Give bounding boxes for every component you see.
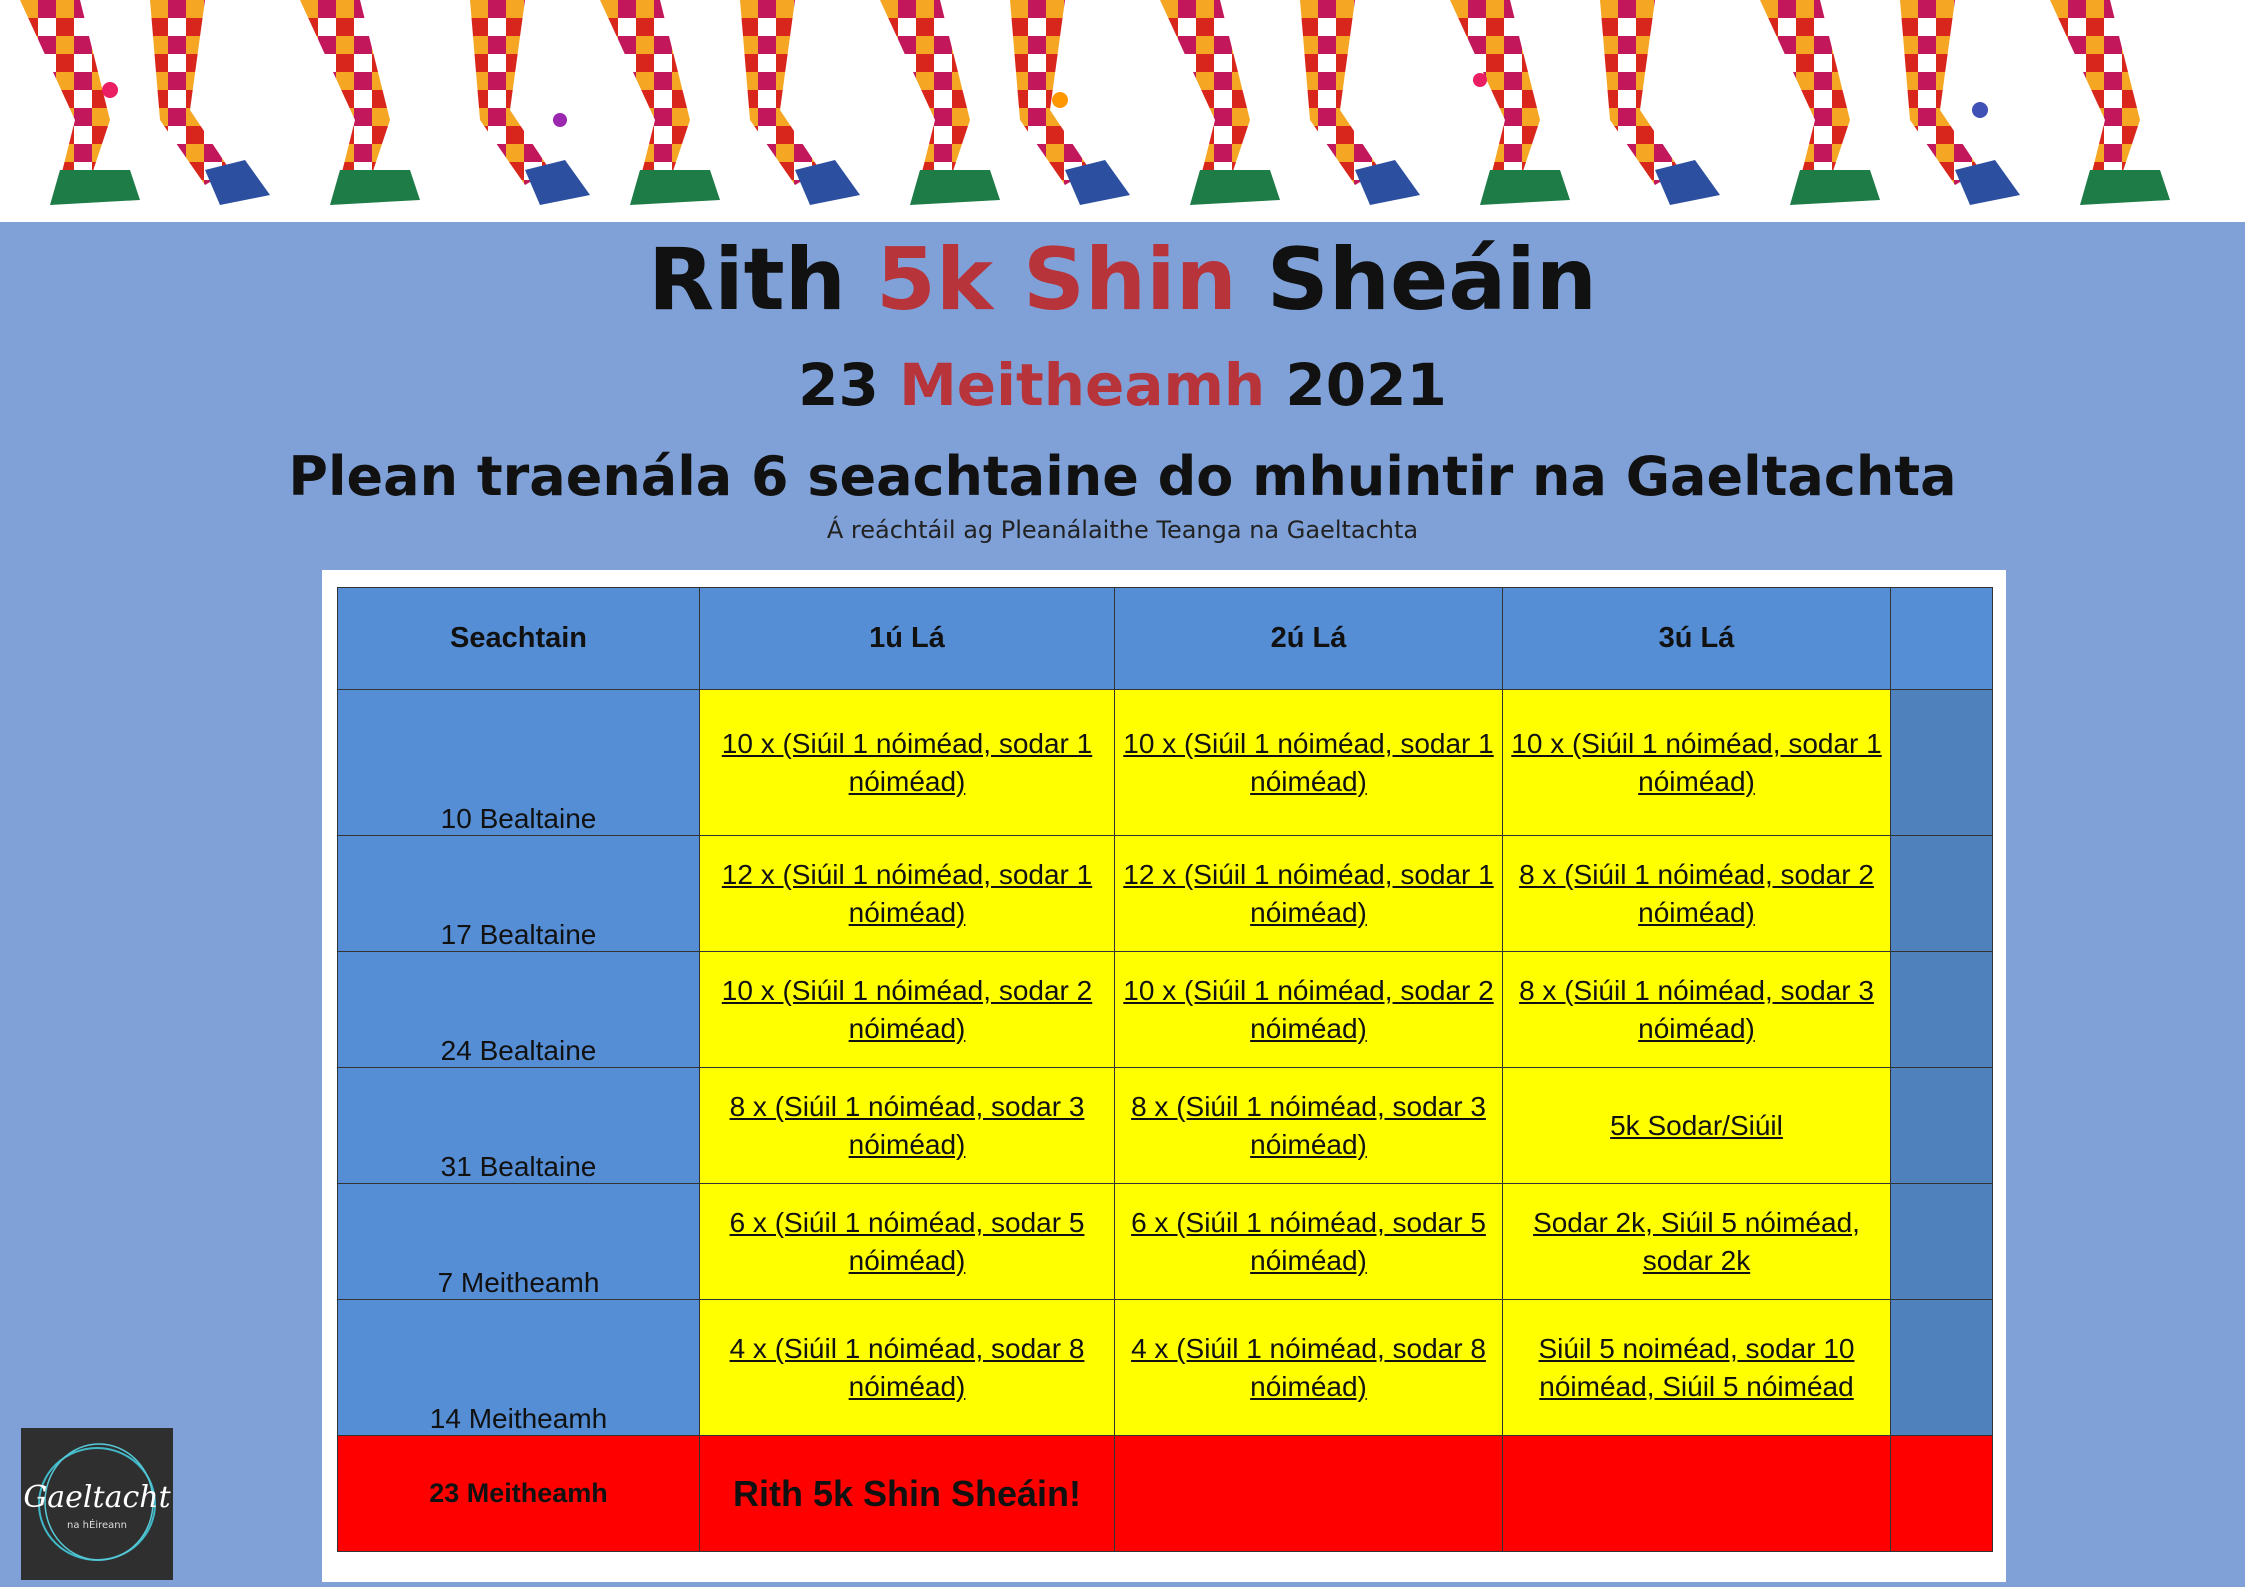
day3-cell: Siúil 5 noiméad, sodar 10 nóiméad, Siúil 5 nóiméad bbox=[1503, 1300, 1891, 1436]
race-day-row bbox=[338, 1436, 1993, 1552]
header-day1: 1ú Lá bbox=[700, 588, 1115, 690]
week-cell: 31 Bealtaine bbox=[338, 1068, 700, 1184]
week-cell: 7 Meitheamh bbox=[338, 1184, 700, 1300]
day2-cell: 6 x (Siúil 1 nóiméad, sodar 5 nóiméad) bbox=[1115, 1184, 1503, 1300]
table-row bbox=[338, 952, 1993, 1068]
date-year: 2021 bbox=[1285, 351, 1447, 419]
title-part-5k: 5k Shin bbox=[875, 230, 1237, 330]
day1-cell: 10 x (Siúil 1 nóiméad, sodar 2 nóiméad) bbox=[700, 952, 1115, 1068]
schedule-card bbox=[322, 570, 2006, 1582]
day2-cell: 12 x (Siúil 1 nóiméad, sodar 1 nóiméad) bbox=[1115, 836, 1503, 952]
race-empty-cell bbox=[1891, 1436, 1993, 1552]
day1-cell: 10 x (Siúil 1 nóiméad, sodar 1 nóiméad) bbox=[700, 690, 1115, 836]
running-legs-illustration bbox=[0, 0, 2245, 222]
date-month: Meitheamh bbox=[899, 351, 1266, 419]
extra-cell bbox=[1891, 952, 1993, 1068]
day1-cell: 6 x (Siúil 1 nóiméad, sodar 5 nóiméad) bbox=[700, 1184, 1115, 1300]
header-week: Seachtain bbox=[338, 588, 700, 690]
day3-cell: 10 x (Siúil 1 nóiméad, sodar 1 nóiméad) bbox=[1503, 690, 1891, 836]
extra-cell bbox=[1891, 1300, 1993, 1436]
day3-cell: 5k Sodar/Siúil bbox=[1503, 1068, 1891, 1184]
race-label-cell: Rith 5k Shin Sheáin! bbox=[700, 1436, 1115, 1552]
extra-cell bbox=[1891, 1068, 1993, 1184]
week-cell: 10 Bealtaine bbox=[338, 690, 700, 836]
table-header-row bbox=[338, 588, 1993, 690]
race-empty-cell bbox=[1503, 1436, 1891, 1552]
day2-cell: 8 x (Siúil 1 nóiméad, sodar 3 nóiméad) bbox=[1115, 1068, 1503, 1184]
title-part-rith: Rith bbox=[647, 230, 847, 330]
organizer-text: Á reáchtáil ag Pleanálaithe Teanga na Gaeltachta bbox=[826, 516, 1419, 544]
table-row bbox=[338, 1300, 1993, 1436]
week-cell: 17 Bealtaine bbox=[338, 836, 700, 952]
gaeltacht-logo bbox=[21, 1428, 173, 1580]
header-day3: 3ú Lá bbox=[1503, 588, 1891, 690]
extra-cell bbox=[1891, 1184, 1993, 1300]
header-extra bbox=[1891, 588, 1993, 690]
day2-cell: 10 x (Siúil 1 nóiméad, sodar 2 nóiméad) bbox=[1115, 952, 1503, 1068]
plan-title: Plean traenála 6 seachtaine do mhuintir na Gaeltachta bbox=[288, 445, 1957, 508]
race-week-cell: 23 Meitheamh bbox=[338, 1436, 700, 1552]
training-schedule-table bbox=[337, 587, 1993, 1552]
day2-cell: 10 x (Siúil 1 nóiméad, sodar 1 nóiméad) bbox=[1115, 690, 1503, 836]
table-row bbox=[338, 1184, 1993, 1300]
table-row bbox=[338, 1068, 1993, 1184]
race-empty-cell bbox=[1115, 1436, 1503, 1552]
page-title bbox=[0, 225, 2245, 335]
logo-subtitle: na hÉireann bbox=[67, 1520, 127, 1531]
extra-cell bbox=[1891, 690, 1993, 836]
extra-cell bbox=[1891, 836, 1993, 952]
day3-cell: Sodar 2k, Siúil 5 nóiméad, sodar 2k bbox=[1503, 1184, 1891, 1300]
event-date bbox=[0, 350, 2245, 420]
day3-cell: 8 x (Siúil 1 nóiméad, sodar 3 nóiméad) bbox=[1503, 952, 1891, 1068]
day2-cell: 4 x (Siúil 1 nóiméad, sodar 8 nóiméad) bbox=[1115, 1300, 1503, 1436]
day1-cell: 8 x (Siúil 1 nóiméad, sodar 3 nóiméad) bbox=[700, 1068, 1115, 1184]
table-row bbox=[338, 690, 1993, 836]
date-day: 23 bbox=[798, 351, 879, 419]
header-banner bbox=[0, 0, 2245, 222]
week-cell: 14 Meitheamh bbox=[338, 1300, 700, 1436]
day3-cell: 8 x (Siúil 1 nóiméad, sodar 2 nóiméad) bbox=[1503, 836, 1891, 952]
week-cell: 24 Bealtaine bbox=[338, 952, 700, 1068]
day1-cell: 12 x (Siúil 1 nóiméad, sodar 1 nóiméad) bbox=[700, 836, 1115, 952]
header-day2: 2ú Lá bbox=[1115, 588, 1503, 690]
day1-cell: 4 x (Siúil 1 nóiméad, sodar 8 nóiméad) bbox=[700, 1300, 1115, 1436]
table-row bbox=[338, 836, 1993, 952]
logo-name: Gaeltacht bbox=[23, 1480, 171, 1515]
title-part-sheain: Sheáin bbox=[1266, 230, 1598, 330]
